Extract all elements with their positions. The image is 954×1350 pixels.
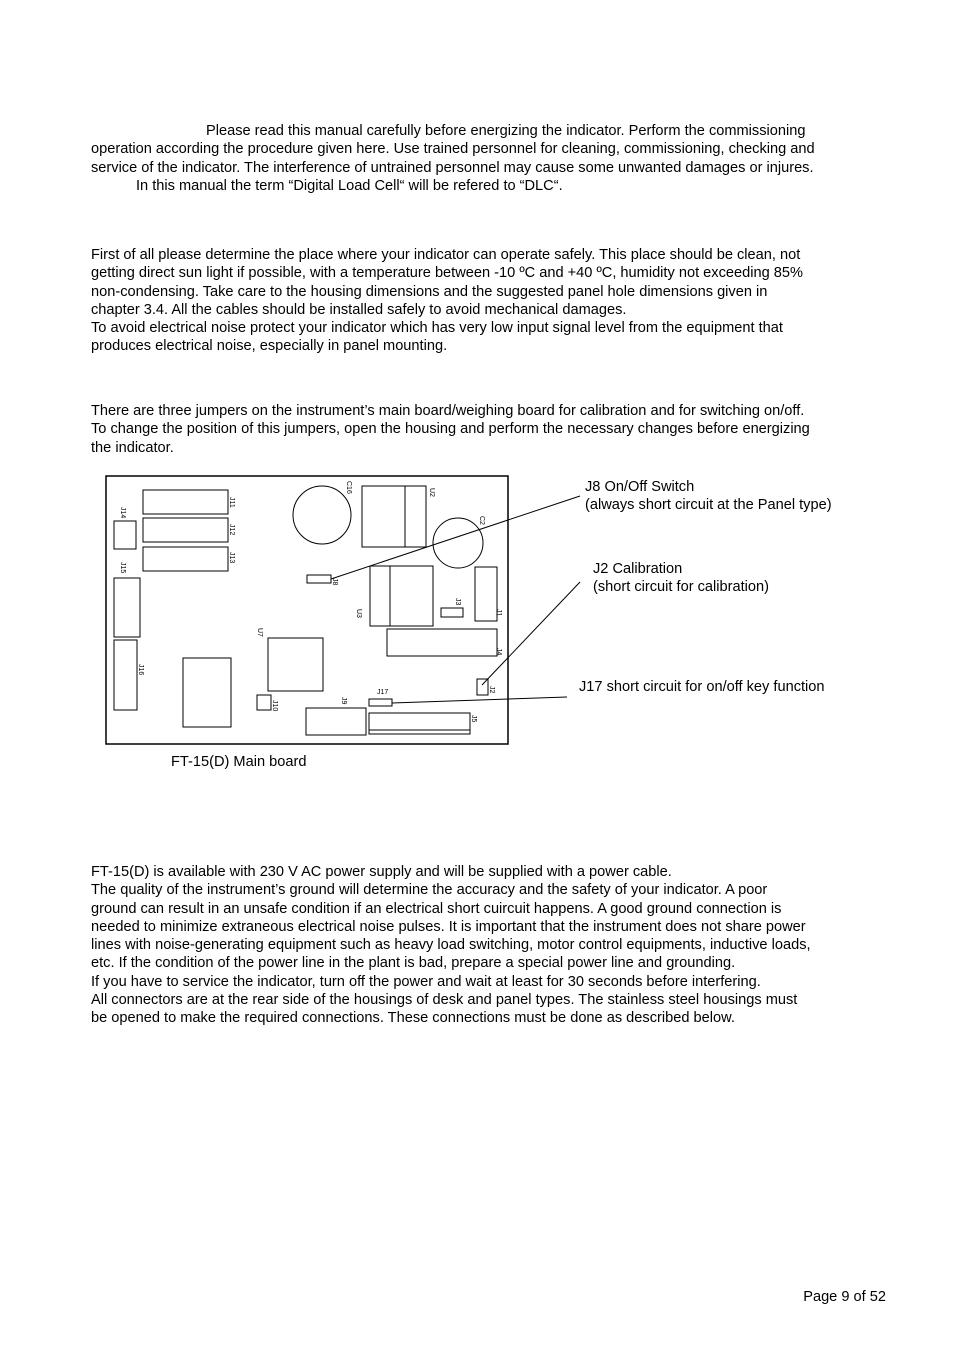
connector-j13 xyxy=(143,547,228,571)
connector-j5 xyxy=(369,713,470,734)
diagram-caption: FT-15(D) Main board xyxy=(171,754,307,770)
chip-left xyxy=(183,658,231,727)
page-number: Page 9 of 52 xyxy=(803,1289,886,1305)
label-j13: J13 xyxy=(228,552,235,564)
power-line: The quality of the instrument’s ground will determine the accuracy and the safety of your indicator. A poor xyxy=(91,882,768,899)
leader-line-j17 xyxy=(392,697,567,703)
placement-line: non-condensing. Take care to the housing dimensions and the suggested panel hole dimensions given in xyxy=(91,283,768,300)
intro-line: operation according the procedure given here. Use trained personnel for cleaning, commissioning, checking and xyxy=(91,141,815,158)
component-u2 xyxy=(362,486,426,547)
capacitor-c16 xyxy=(293,486,351,544)
label-j17: J17 xyxy=(377,689,389,696)
jumper-j8 xyxy=(307,575,331,583)
jumper-j2 xyxy=(477,679,488,695)
board-outline xyxy=(106,476,508,744)
label-j4: J4 xyxy=(495,648,502,656)
jumper-j3 xyxy=(441,608,463,617)
power-line: etc. If the condition of the power line in the plant is bad, prepare a special power line and grounding. xyxy=(91,955,736,972)
component-u3 xyxy=(370,566,433,626)
jumpers-line: the indicator. xyxy=(91,439,174,456)
label-c16: C16 xyxy=(345,481,352,494)
power-line: be opened to make the required connections. These connections must be done as described below. xyxy=(91,1010,735,1027)
component-u7 xyxy=(268,638,323,691)
intro-line: service of the indicator. The interference of untrained personnel may cause some unwanted damages or injures. xyxy=(91,159,814,176)
power-line: All connectors are at the rear side of the housings of desk and panel types. The stainless steel housings must xyxy=(91,992,798,1009)
placement-line: To avoid electrical noise protect your indicator which has very low input signal level from the equipment that xyxy=(91,320,783,337)
label-j11: J11 xyxy=(228,497,235,508)
connector-j16 xyxy=(114,640,137,710)
label-j1: J1 xyxy=(495,609,502,617)
intro-line: In this manual the term “Digital Load Cell“ will be refered to “DLC“. xyxy=(136,177,563,194)
label-u3: U3 xyxy=(355,609,362,618)
connector-j11 xyxy=(143,490,228,514)
callout-j17: J17 short circuit for on/off key function xyxy=(579,679,825,695)
power-line: FT-15(D) is available with 230 V AC power supply and will be supplied with a power cable. xyxy=(91,864,672,880)
power-line: ground can result in an unsafe condition if an electrical short cuircuit happens. A good ground connection is xyxy=(91,900,782,917)
callout-j8-note: (always short circuit at the Panel type) xyxy=(585,497,832,513)
label-j5: J5 xyxy=(470,715,477,723)
intro-line: Please read this manual carefully before energizing the indicator. Perform the commissioning xyxy=(206,123,806,139)
label-j3: J3 xyxy=(454,598,461,606)
jumper-j10 xyxy=(257,695,271,710)
label-u7: U7 xyxy=(256,628,263,637)
power-line: If you have to service the indicator, turn off the power and wait at least for 30 seconds before interfering. xyxy=(91,973,761,990)
callout-j2-note: (short circuit for calibration) xyxy=(593,579,769,595)
label-j2: J2 xyxy=(488,686,495,694)
leader-line-j8 xyxy=(331,496,580,579)
connector-j1 xyxy=(475,567,497,621)
connector-j9 xyxy=(306,708,366,735)
connector-j15 xyxy=(114,578,140,637)
placement-line: chapter 3.4. All the cables should be installed safely to avoid mechanical damages. xyxy=(91,301,627,318)
label-j9: J9 xyxy=(340,697,347,705)
power-line: needed to minimize extraneous electrical noise pulses. It is important that the instrument does not share power xyxy=(91,918,806,935)
label-j14: J14 xyxy=(119,507,126,519)
jumpers-line: To change the position of this jumpers, open the housing and perform the necessary changes before energizing xyxy=(91,421,810,438)
label-u2: U2 xyxy=(428,488,435,497)
callout-j2-title: J2 Calibration xyxy=(593,561,683,577)
jumpers-line: There are three jumpers on the instrument’s main board/weighing board for calibration and for switching on/off. xyxy=(91,403,805,419)
label-j15: J15 xyxy=(119,562,126,574)
label-j12: J12 xyxy=(228,524,235,536)
connector-j14 xyxy=(114,521,136,549)
placement-line: getting direct sun light if possible, with a temperature between -10 ºC and +40 ºC, humidity not exceeding 85% xyxy=(91,265,803,282)
label-j10: J10 xyxy=(271,700,278,712)
connector-j12 xyxy=(143,518,228,542)
connector-j4 xyxy=(387,629,497,656)
label-c2: C2 xyxy=(478,516,485,525)
label-j16: J16 xyxy=(137,664,144,676)
placement-line: produces electrical noise, especially in panel mounting. xyxy=(91,338,448,355)
label-j8: J8 xyxy=(331,578,338,586)
power-paragraph xyxy=(91,863,891,1028)
jumper-j17 xyxy=(369,699,392,706)
power-line: lines with noise-generating equipment such as heavy load switching, motor control equipments, inductive loads, xyxy=(91,937,811,954)
placement-line: First of all please determine the place where your indicator can operate safely. This place should be clean, not xyxy=(91,247,801,263)
callout-j8-title: J8 On/Off Switch xyxy=(585,479,695,495)
